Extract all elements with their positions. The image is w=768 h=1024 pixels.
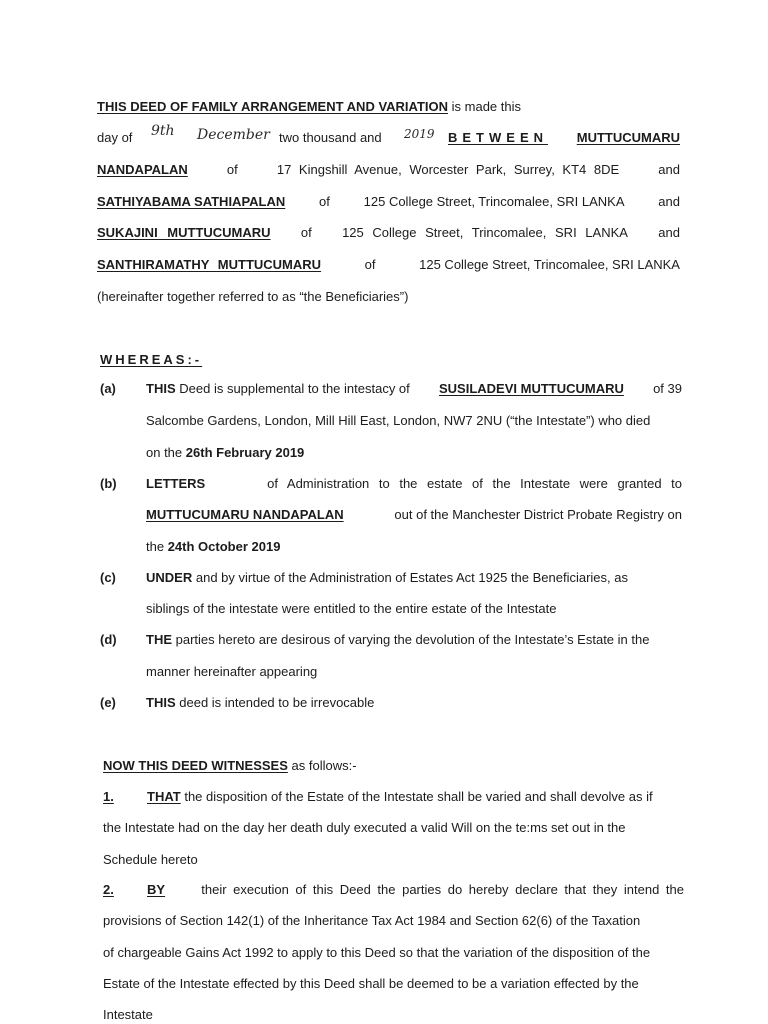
clause-1-number: 1. <box>103 789 114 804</box>
on-the-text: on the <box>146 445 183 460</box>
deceased-name: SUSILADEVI MUTTUCUMARU <box>438 381 624 396</box>
handwritten-day: 9th <box>151 123 175 139</box>
grant-date: 24th October 2019 <box>167 539 281 554</box>
whereas-heading: WHEREAS:- <box>100 352 203 367</box>
death-date: 26th February 2019 <box>185 445 305 460</box>
intro-line-7 <box>97 289 408 305</box>
the-text: the <box>146 539 165 554</box>
recital-a-label: (a) <box>100 381 116 396</box>
recital-e-text1: deed is intended to be irrevocable <box>179 695 375 710</box>
day-of-text: day of <box>97 130 133 145</box>
handwritten-month: December <box>197 127 270 143</box>
recital-a-line-3 <box>146 445 304 461</box>
clause-2-line-4: Estate of the Intestate effected by this Deed shall be deemed to be a variation effected by the <box>103 976 639 991</box>
party2-name: SATHIYABAMA SATHIAPALAN <box>97 194 286 209</box>
intro-line-4 <box>97 194 680 210</box>
clause-1-line-1 <box>103 789 653 805</box>
witnesses-heading-line <box>103 758 357 774</box>
clause-2-line-1 <box>103 882 684 898</box>
recital-e-lead: THIS <box>146 695 176 710</box>
recital-b-label: (b) <box>100 476 117 491</box>
recital-b-line-3 <box>146 539 280 555</box>
recital-b-lead: LETTERS <box>146 476 206 491</box>
of-text: of <box>300 225 312 240</box>
recital-b-text2: out of the Manchester District Probate Registry on <box>394 507 682 522</box>
party3-name: SUKAJINI MUTTUCUMARU <box>97 225 271 240</box>
handwritten-year: 2019 <box>404 127 435 141</box>
and-text: and <box>658 225 680 240</box>
of-text: of <box>226 162 238 177</box>
recital-a-text <box>146 381 682 397</box>
recital-c-line-2: siblings of the intestate were entitled to the entire estate of the Intestate <box>146 601 557 616</box>
hereinafter-text: (hereinafter together referred to as “the Beneficiaries”) <box>97 289 409 304</box>
clause-1-line-2: the Intestate had on the day her death duly executed a valid Will on the te:ms set out in the <box>103 820 626 835</box>
intro-line-2 <box>97 123 680 146</box>
recital-d-line-2: manner hereinafter appearing <box>146 664 318 679</box>
and-text: and <box>658 194 680 209</box>
recital-e-label: (e) <box>100 695 116 710</box>
recital-c-text <box>146 570 628 586</box>
and-text: and <box>658 162 680 177</box>
intro-line-5 <box>97 225 680 241</box>
witnesses-heading: NOW THIS DEED WITNESSES <box>103 758 288 773</box>
recital-a-text1: Deed is supplemental to the intestacy of <box>179 381 410 396</box>
of-text: of <box>364 257 376 272</box>
clause-2-number: 2. <box>103 882 114 897</box>
party4-address: 125 College Street, Trincomalee, SRI LANKA <box>419 257 680 272</box>
recital-d-text1: parties hereto are desirous of varying the devolution of the Intestate’s Estate in the <box>175 632 650 647</box>
recital-b-text1: of Administration to the estate of the Intestate were granted to <box>267 476 682 491</box>
recital-d-label: (d) <box>100 632 117 647</box>
party1-address: 17 Kingshill Avenue, Worcester Park, Surrey, KT4 8DE <box>276 162 620 177</box>
recital-d-text <box>146 632 649 648</box>
of-text: of <box>319 194 330 209</box>
intro-line-6 <box>97 257 680 273</box>
deed-title: THIS DEED OF FAMILY ARRANGEMENT AND VARIATION <box>97 99 449 114</box>
party2-address: 125 College Street, Trincomalee, SRI LANKA <box>363 194 625 209</box>
made-this-text: is made this <box>451 99 522 114</box>
clause-1-line-3: Schedule hereto <box>103 852 198 867</box>
clause-2-line-3: of chargeable Gains Act 1992 to apply to this Deed so that the variation of the disposition of the <box>103 945 651 960</box>
between-text: BETWEEN <box>448 130 548 145</box>
recital-c-label: (c) <box>100 570 116 585</box>
recital-c-text1: and by virtue of the Administration of Estates Act 1925 the Beneficiaries, as <box>195 570 628 585</box>
intro-line-1 <box>97 99 521 115</box>
recital-a-line-2: Salcombe Gardens, London, Mill Hill East, London, NW7 2NU (“the Intestate”) who died <box>146 413 651 428</box>
recital-a-lead: THIS <box>146 381 176 396</box>
two-thousand-text: two thousand and <box>279 130 382 145</box>
party1-forename: NANDAPALAN <box>97 162 188 177</box>
party1-surname: MUTTUCUMARU <box>576 130 680 145</box>
party3-address: 125 College Street, Trincomalee, SRI LANKA <box>342 225 628 240</box>
clause-1-lead: THAT <box>147 789 181 804</box>
clause-2-line-5: Intestate <box>103 1007 153 1022</box>
witnesses-heading-tail: as follows:- <box>291 758 357 773</box>
recital-e-text <box>146 695 374 711</box>
recital-b-line-2 <box>146 507 682 523</box>
clause-2-lead: BY <box>147 882 166 897</box>
recital-d-lead: THE <box>146 632 172 647</box>
recital-b-text <box>146 476 682 492</box>
clause-2-text1: their execution of this Deed the parties do hereby declare that they intend the <box>201 882 684 897</box>
recital-c-lead: UNDER <box>146 570 193 585</box>
clause-1-text1: the disposition of the Estate of the Intestate shall be varied and shall devolve as if <box>184 789 653 804</box>
grantee-name: MUTTUCUMARU NANDAPALAN <box>146 507 344 522</box>
recital-a-text2: of 39 <box>653 381 682 396</box>
intro-line-3 <box>97 162 680 178</box>
clause-2-line-2: provisions of Section 142(1) of the Inheritance Tax Act 1984 and Section 62(6) of the Taxation <box>103 913 641 928</box>
party4-name: SANTHIRAMATHY MUTTUCUMARU <box>97 257 322 272</box>
